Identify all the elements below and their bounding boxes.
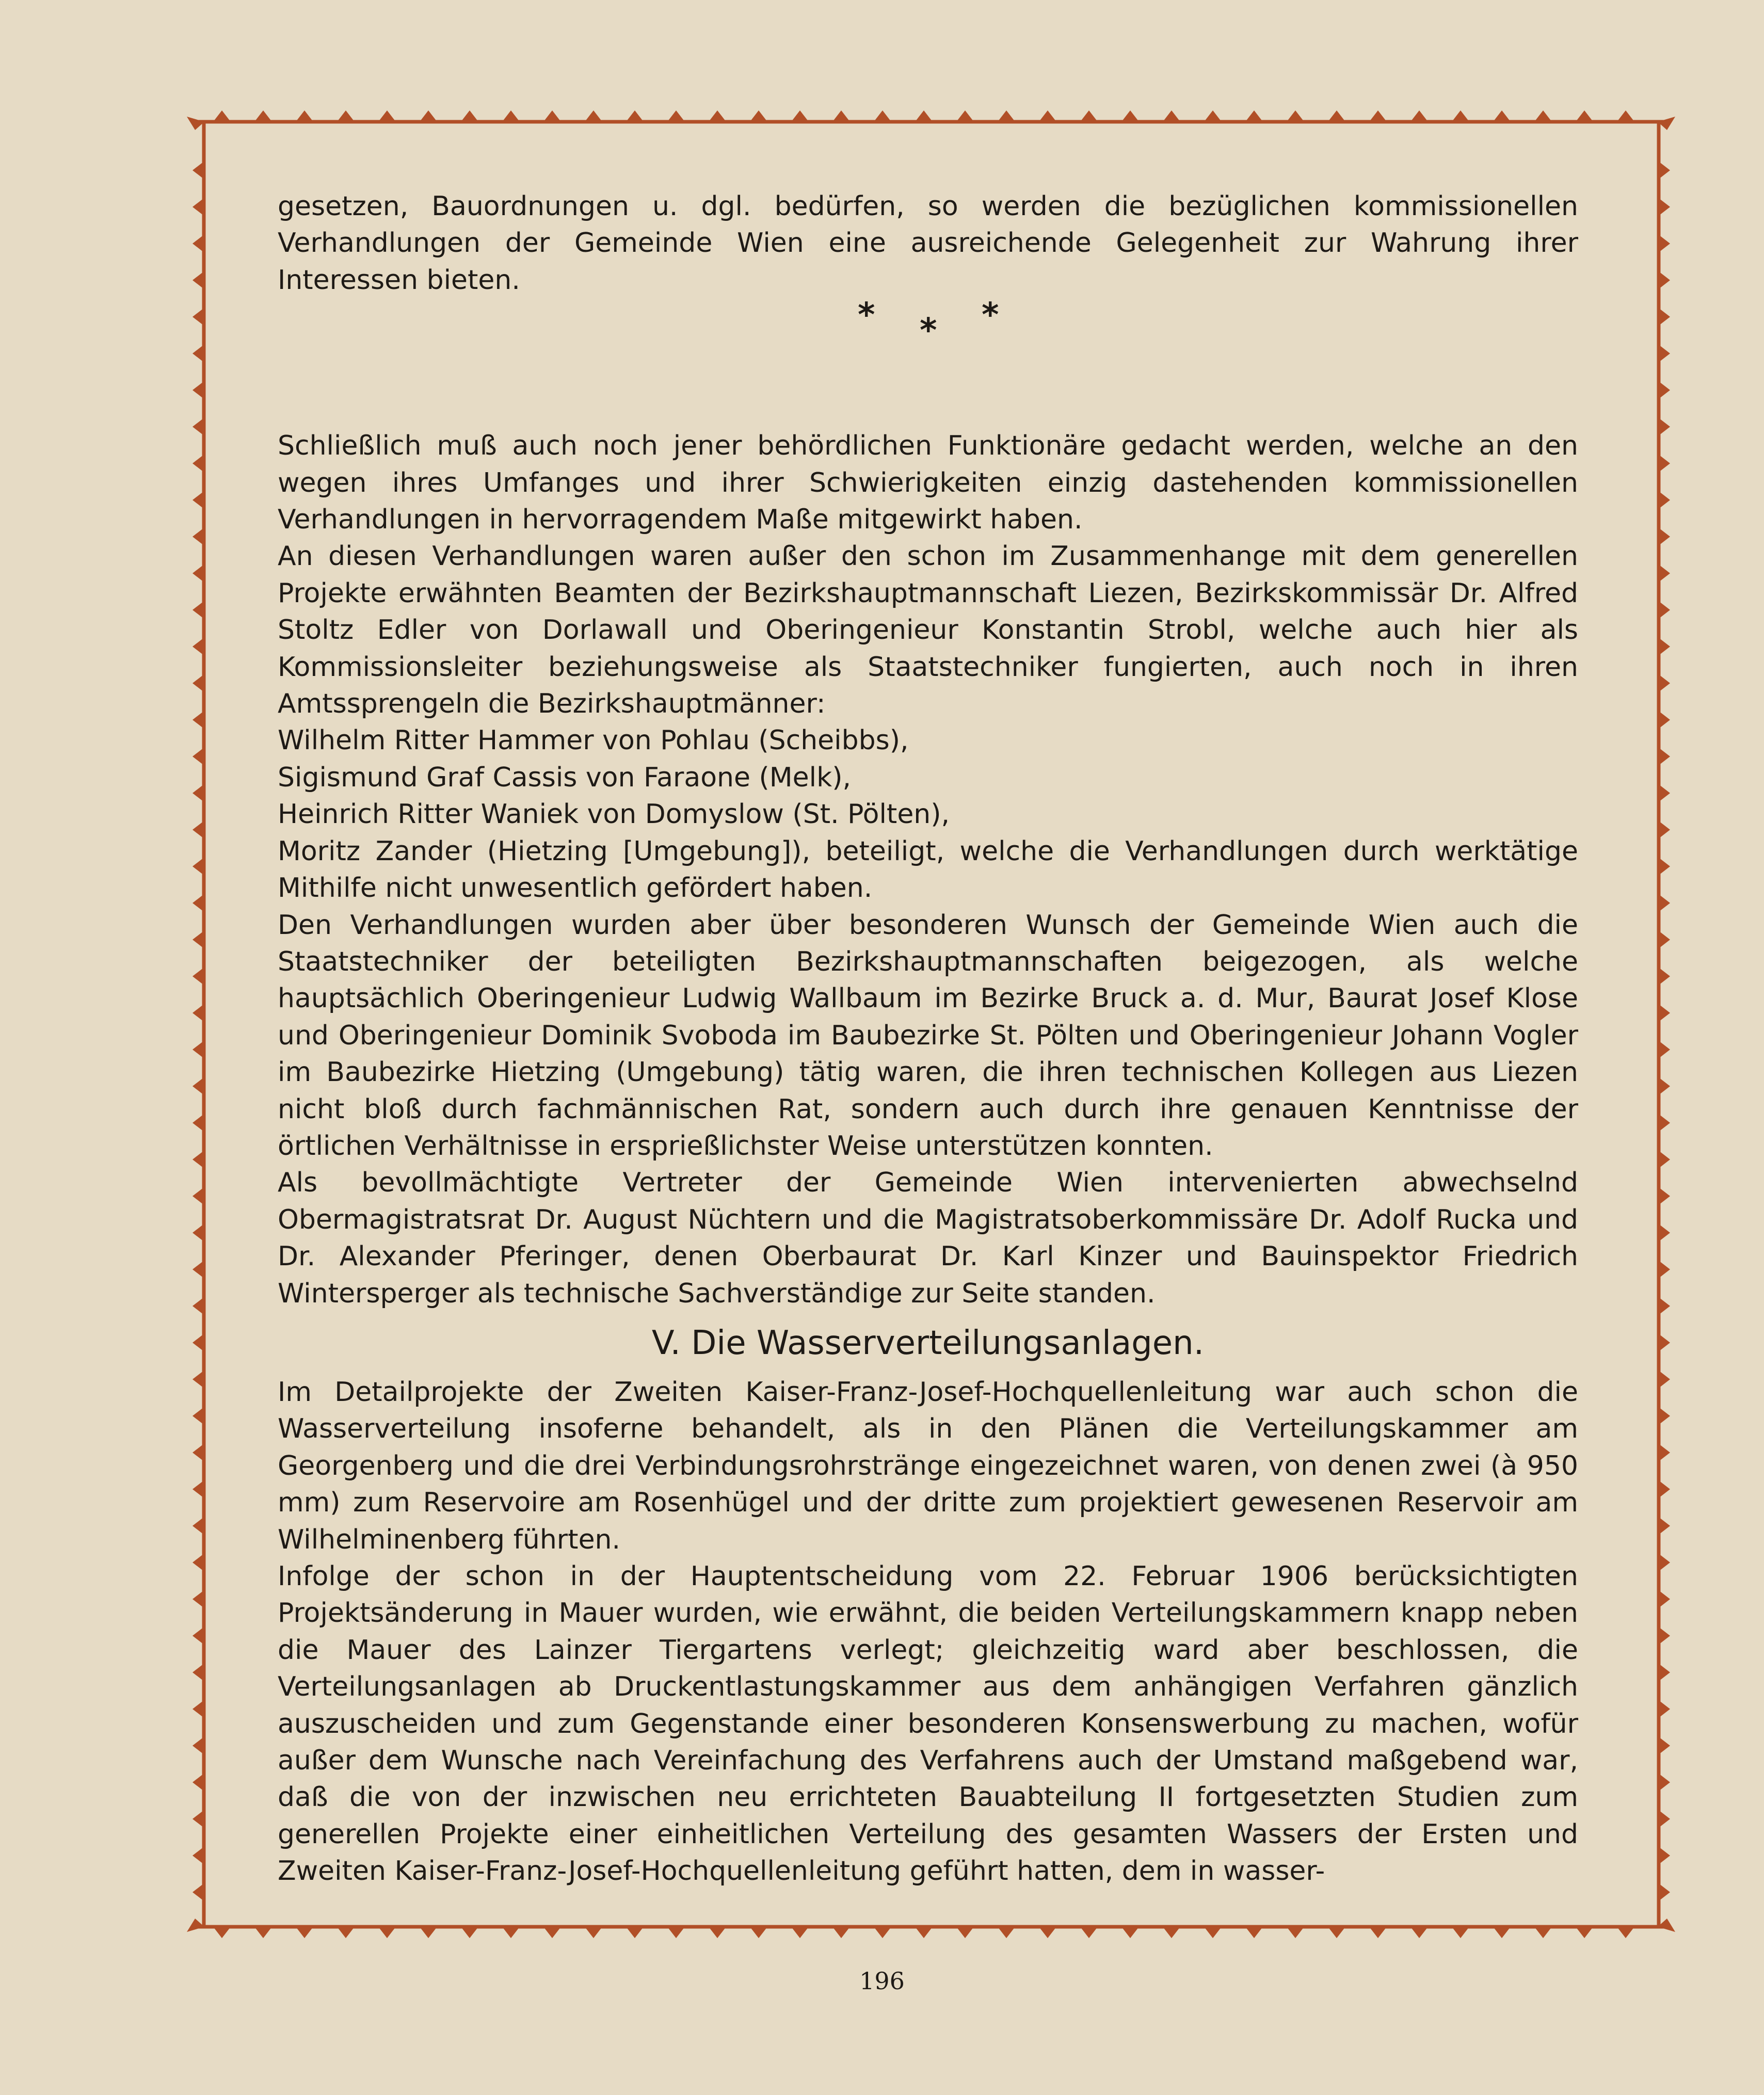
border-tooth <box>193 418 204 436</box>
border-tooth <box>1659 1664 1670 1681</box>
asterisk-center: * <box>920 312 937 350</box>
border-tooth <box>1659 784 1670 802</box>
border-tooth <box>193 1554 204 1571</box>
border-tooth <box>193 528 204 545</box>
border-tooth <box>667 1927 685 1938</box>
border-tooth <box>193 894 204 912</box>
paragraph-5: Als bevollmächtigte Vertreter der Gemeinde Wien intervenierten abwechselnd Obermagistratsrat Dr. August Nüchtern und die Magistratsoberkommissäre Dr. Adolf Rucka und Dr. Alexander Pferinger, denen Oberbaurat Dr. Karl Kinzer und Bauinspektor Friedrich Wintersperger als technische Sachverständige zur Seite standen. <box>278 1167 1578 1309</box>
border-tooth <box>1659 1627 1670 1645</box>
border-tooth <box>1204 1927 1222 1938</box>
official-line: Sigismund Graf Cassis von Faraone (Melk), <box>278 762 852 793</box>
border-tooth <box>193 381 204 399</box>
border-tooth <box>193 821 204 839</box>
border-tooth <box>378 1927 396 1938</box>
border-tooth <box>213 1927 231 1938</box>
border-tooth <box>193 1847 204 1864</box>
border-tooth <box>1287 1927 1304 1938</box>
paragraph-3-intro: An diesen Verhandlungen waren außer den schon im Zusammenhange mit dem generellen Projekte erwähnten Beamten der Bezirkshauptmannschaft Liezen, Bezirkskommissär Dr. Alfred Stoltz Edler von Dorlawall und Oberingenieur Konstantin Strobl, welche auch hier als Kommissionsleiter beziehungsweise als Staatstechniker fungierten, auch noch in ihren Amtssprengeln die Bezirkshauptmänner: <box>278 541 1578 720</box>
border-tooth <box>193 1883 204 1901</box>
border-tooth <box>193 1371 204 1388</box>
border-tooth <box>1369 110 1387 122</box>
border-tooth <box>213 110 231 122</box>
border-tooth <box>193 1041 204 1058</box>
border-tooth <box>193 1224 204 1242</box>
border-tooth <box>193 1480 204 1498</box>
border-tooth <box>543 1927 561 1938</box>
border-tooth <box>1328 110 1345 122</box>
border-tooth <box>1163 110 1180 122</box>
border-tooth <box>1245 110 1263 122</box>
border-tooth <box>1163 1927 1180 1938</box>
border-tooth <box>502 110 520 122</box>
border-tooth <box>585 1927 602 1938</box>
border-tooth <box>420 110 437 122</box>
border-tooth <box>337 110 355 122</box>
border-tooth <box>254 1927 272 1938</box>
official-line: Wilhelm Ritter Hammer von Pohlau (Scheibbs), <box>278 725 909 756</box>
border-tooth <box>1659 968 1670 985</box>
border-tooth <box>1039 110 1056 122</box>
border-tooth <box>874 110 891 122</box>
border-tooth <box>193 858 204 875</box>
border-tooth <box>1410 1927 1428 1938</box>
border-corner <box>187 117 204 130</box>
border-tooth <box>1659 638 1670 655</box>
border-tooth <box>1659 198 1670 216</box>
border-tooth <box>1659 1847 1670 1864</box>
border-tooth <box>1576 1927 1593 1938</box>
border-tooth <box>378 110 396 122</box>
border-tooth <box>193 565 204 582</box>
border-tooth <box>193 674 204 692</box>
border-tooth <box>193 1297 204 1315</box>
border-tooth <box>1080 1927 1098 1938</box>
border-tooth <box>1659 271 1670 289</box>
border-tooth <box>832 110 850 122</box>
border-tooth <box>1659 748 1670 765</box>
border-tooth <box>791 110 809 122</box>
border-tooth <box>1287 110 1304 122</box>
paragraph-1: gesetzen, Bauordnungen u. dgl. bedürfen, so werden die bezüglichen kommissionellen Verhandlungen der Gemeinde Wien eine ausreichende Gelegenheit zur Wahrung ihrer Interessen bieten. <box>278 191 1578 296</box>
border-tooth <box>1659 894 1670 912</box>
page-text <box>278 188 1578 1890</box>
border-tooth <box>1452 1927 1469 1938</box>
border-tooth <box>1121 110 1139 122</box>
border-tooth <box>1659 1187 1670 1205</box>
paragraph-4: Den Verhandlungen wurden aber über besonderen Wunsch der Gemeinde Wien auch die Staatstechniker der beteiligten Bezirkshauptmannschaften beigezogen, als welche hauptsächlich Oberingenieur Ludwig Wallbaum im Bezirke Bruck a. d. Mur, Baurat Josef Klose und Oberingenieur Dominik Svoboda im Baubezirke St. Pölten und Oberingenieur Johann Vogler im Baubezirke Hietzing (Umgebung) tätig waren, die ihren technischen Kollegen aus Liezen nicht bloß durch fachmännischen Rat, sondern auch durch ihre genauen Kenntnisse der örtlichen Verhältnisse in ersprießlichster Weise unterstützen konnten. <box>278 909 1578 1162</box>
border-tooth <box>1659 528 1670 545</box>
border-tooth <box>626 110 644 122</box>
border-tooth <box>1617 110 1634 122</box>
border-tooth <box>420 1927 437 1938</box>
border-tooth <box>193 1517 204 1535</box>
border-tooth <box>461 1927 478 1938</box>
border-tooth <box>193 235 204 252</box>
border-tooth <box>193 455 204 472</box>
border-tooth <box>832 1927 850 1938</box>
border-tooth <box>1659 308 1670 326</box>
border-tooth <box>1659 931 1670 948</box>
border-tooth <box>193 1444 204 1461</box>
border-tooth <box>193 198 204 216</box>
border-tooth <box>193 1114 204 1132</box>
border-tooth <box>1659 1371 1670 1388</box>
border-tooth <box>193 931 204 948</box>
border-tooth <box>193 491 204 509</box>
border-tooth <box>193 711 204 729</box>
border-tooth <box>193 1700 204 1718</box>
border-tooth <box>750 110 767 122</box>
border-tooth <box>1659 235 1670 252</box>
section-heading: V. Die Wasserverteilungsanlagen. <box>651 1324 1205 1362</box>
border-tooth <box>337 1927 355 1938</box>
paragraph-6: Im Detailprojekte der Zweiten Kaiser-Franz-Josef-Hochquellenleitung war auch schon die Wasserverteilung insoferne behandelt, als in den Plänen die Verteilungskammer am Georgenberg und die drei Verbindungsrohrstränge eingezeichnet waren, von denen zwei (à 950 mm) zum Reservoire am Rosenhügel und der dritte zum projektiert gewesenen Reservoir am Wilhelminenberg führten. <box>278 1376 1578 1555</box>
border-tooth <box>193 308 204 326</box>
border-tooth <box>193 1737 204 1754</box>
border-tooth <box>1659 1114 1670 1132</box>
border-tooth <box>1659 1737 1670 1754</box>
official-line: Heinrich Ritter Waniek von Domyslow (St. Pölten), <box>278 799 950 830</box>
border-tooth <box>956 1927 974 1938</box>
border-tooth <box>193 345 204 362</box>
border-tooth <box>1659 1444 1670 1461</box>
border-tooth <box>1493 110 1511 122</box>
border-tooth <box>1659 381 1670 399</box>
border-tooth <box>193 1590 204 1608</box>
border-tooth <box>1659 674 1670 692</box>
border-tooth <box>1659 491 1670 509</box>
border-tooth <box>296 1927 313 1938</box>
border-corner <box>187 1919 204 1932</box>
border-tooth <box>193 1407 204 1425</box>
border-tooth <box>1659 1590 1670 1608</box>
border-tooth <box>1369 1927 1387 1938</box>
asterisk-right: * <box>982 296 999 335</box>
section-break <box>278 296 1578 428</box>
border-tooth <box>193 784 204 802</box>
border-tooth <box>193 1151 204 1168</box>
border-tooth <box>1121 1927 1139 1938</box>
border-tooth <box>1659 1297 1670 1315</box>
border-tooth <box>1659 858 1670 875</box>
border-tooth <box>1659 565 1670 582</box>
page-number: 196 <box>859 1967 905 1995</box>
asterisk-left: * <box>858 296 875 335</box>
border-tooth <box>1659 1774 1670 1791</box>
border-tooth <box>1576 110 1593 122</box>
border-tooth <box>1659 162 1670 179</box>
border-tooth <box>1452 110 1469 122</box>
border-tooth <box>193 638 204 655</box>
border-tooth <box>1493 1927 1511 1938</box>
border-tooth <box>1659 418 1670 436</box>
border-tooth <box>502 1927 520 1938</box>
border-tooth <box>193 1334 204 1351</box>
border-tooth <box>1659 1883 1670 1901</box>
paragraph-2: Schließlich muß auch noch jener behördlichen Funktionäre gedacht werden, welche an den wegen ihres Umfanges und ihrer Schwierigkeiten einzig dastehenden kommissionellen Verhandlungen in hervorragendem Maße mitgewirkt haben. <box>278 430 1578 536</box>
border-tooth <box>193 601 204 619</box>
border-tooth <box>1410 110 1428 122</box>
border-tooth <box>585 110 602 122</box>
border-tooth <box>709 110 726 122</box>
border-tooth <box>1659 1261 1670 1278</box>
border-tooth <box>193 1627 204 1645</box>
border-tooth <box>1659 1151 1670 1168</box>
border-tooth <box>998 1927 1015 1938</box>
border-tooth <box>193 1810 204 1828</box>
border-tooth <box>998 110 1015 122</box>
border-tooth <box>1534 110 1552 122</box>
border-tooth <box>193 1664 204 1681</box>
border-tooth <box>1204 110 1222 122</box>
border-tooth <box>1039 1927 1056 1938</box>
border-tooth <box>193 1077 204 1095</box>
official-line: Moritz Zander (Hietzing [Umgebung]), beteiligt, welche die Verhandlungen durch werktätige Mithilfe nicht unwesentlich gefördert haben. <box>278 835 1578 904</box>
border-tooth <box>1659 821 1670 839</box>
border-tooth <box>956 110 974 122</box>
border-tooth <box>1659 1810 1670 1828</box>
border-tooth <box>254 110 272 122</box>
border-tooth <box>193 748 204 765</box>
border-tooth <box>1534 1927 1552 1938</box>
border-tooth <box>543 110 561 122</box>
border-tooth <box>915 1927 933 1938</box>
border-tooth <box>1659 1004 1670 1022</box>
border-tooth <box>1659 345 1670 362</box>
border-tooth <box>193 1774 204 1791</box>
border-tooth <box>626 1927 644 1938</box>
border-tooth <box>296 110 313 122</box>
border-tooth <box>1659 1700 1670 1718</box>
border-tooth <box>193 271 204 289</box>
border-tooth <box>1659 1334 1670 1351</box>
border-tooth <box>791 1927 809 1938</box>
border-tooth <box>193 1004 204 1022</box>
border-tooth <box>1659 1554 1670 1571</box>
border-tooth <box>667 110 685 122</box>
border-tooth <box>709 1927 726 1938</box>
border-tooth <box>193 1187 204 1205</box>
border-tooth <box>461 110 478 122</box>
border-tooth <box>750 1927 767 1938</box>
border-tooth <box>1080 110 1098 122</box>
border-tooth <box>1659 711 1670 729</box>
paragraph-7: Infolge der schon in der Hauptentscheidung vom 22. Februar 1906 berücksichtigten Projektsänderung in Mauer wurden, wie erwähnt, die beiden Verteilungskammern knapp neben die Mauer des Lainzer Tiergartens verlegt; gleichzeitig ward aber beschlossen, die Verteilungsanlagen ab Druckentlastungskammer aus dem anhängigen Verfahren gänzlich auszuscheiden und zum Gegenstande einer besonderen Konsenswerbung zu machen, wofür außer dem Wunsche nach Vereinfachung des Verfahrens auch der Umstand maßgebend war, daß die von der inzwischen neu errichteten Bauabteilung II fortgesetzten Studien zum generellen Projekte einer einheitlichen Verteilung des gesamten Wassers der Ersten und Zweiten Kaiser-Franz-Josef-Hochquellenleitung geführt hatten, dem in wasser- <box>278 1561 1578 1887</box>
border-tooth <box>1659 1407 1670 1425</box>
border-tooth <box>1659 1224 1670 1242</box>
border-tooth <box>193 968 204 985</box>
border-tooth <box>1659 1480 1670 1498</box>
border-tooth <box>1659 601 1670 619</box>
border-tooth <box>1328 1927 1345 1938</box>
border-tooth <box>1659 1041 1670 1058</box>
border-tooth <box>915 110 933 122</box>
border-tooth <box>1659 1077 1670 1095</box>
border-tooth <box>874 1927 891 1938</box>
border-tooth <box>1245 1927 1263 1938</box>
border-tooth <box>1617 1927 1634 1938</box>
border-tooth <box>193 1261 204 1278</box>
border-tooth <box>1659 455 1670 472</box>
border-tooth <box>193 162 204 179</box>
border-tooth <box>1659 1517 1670 1535</box>
